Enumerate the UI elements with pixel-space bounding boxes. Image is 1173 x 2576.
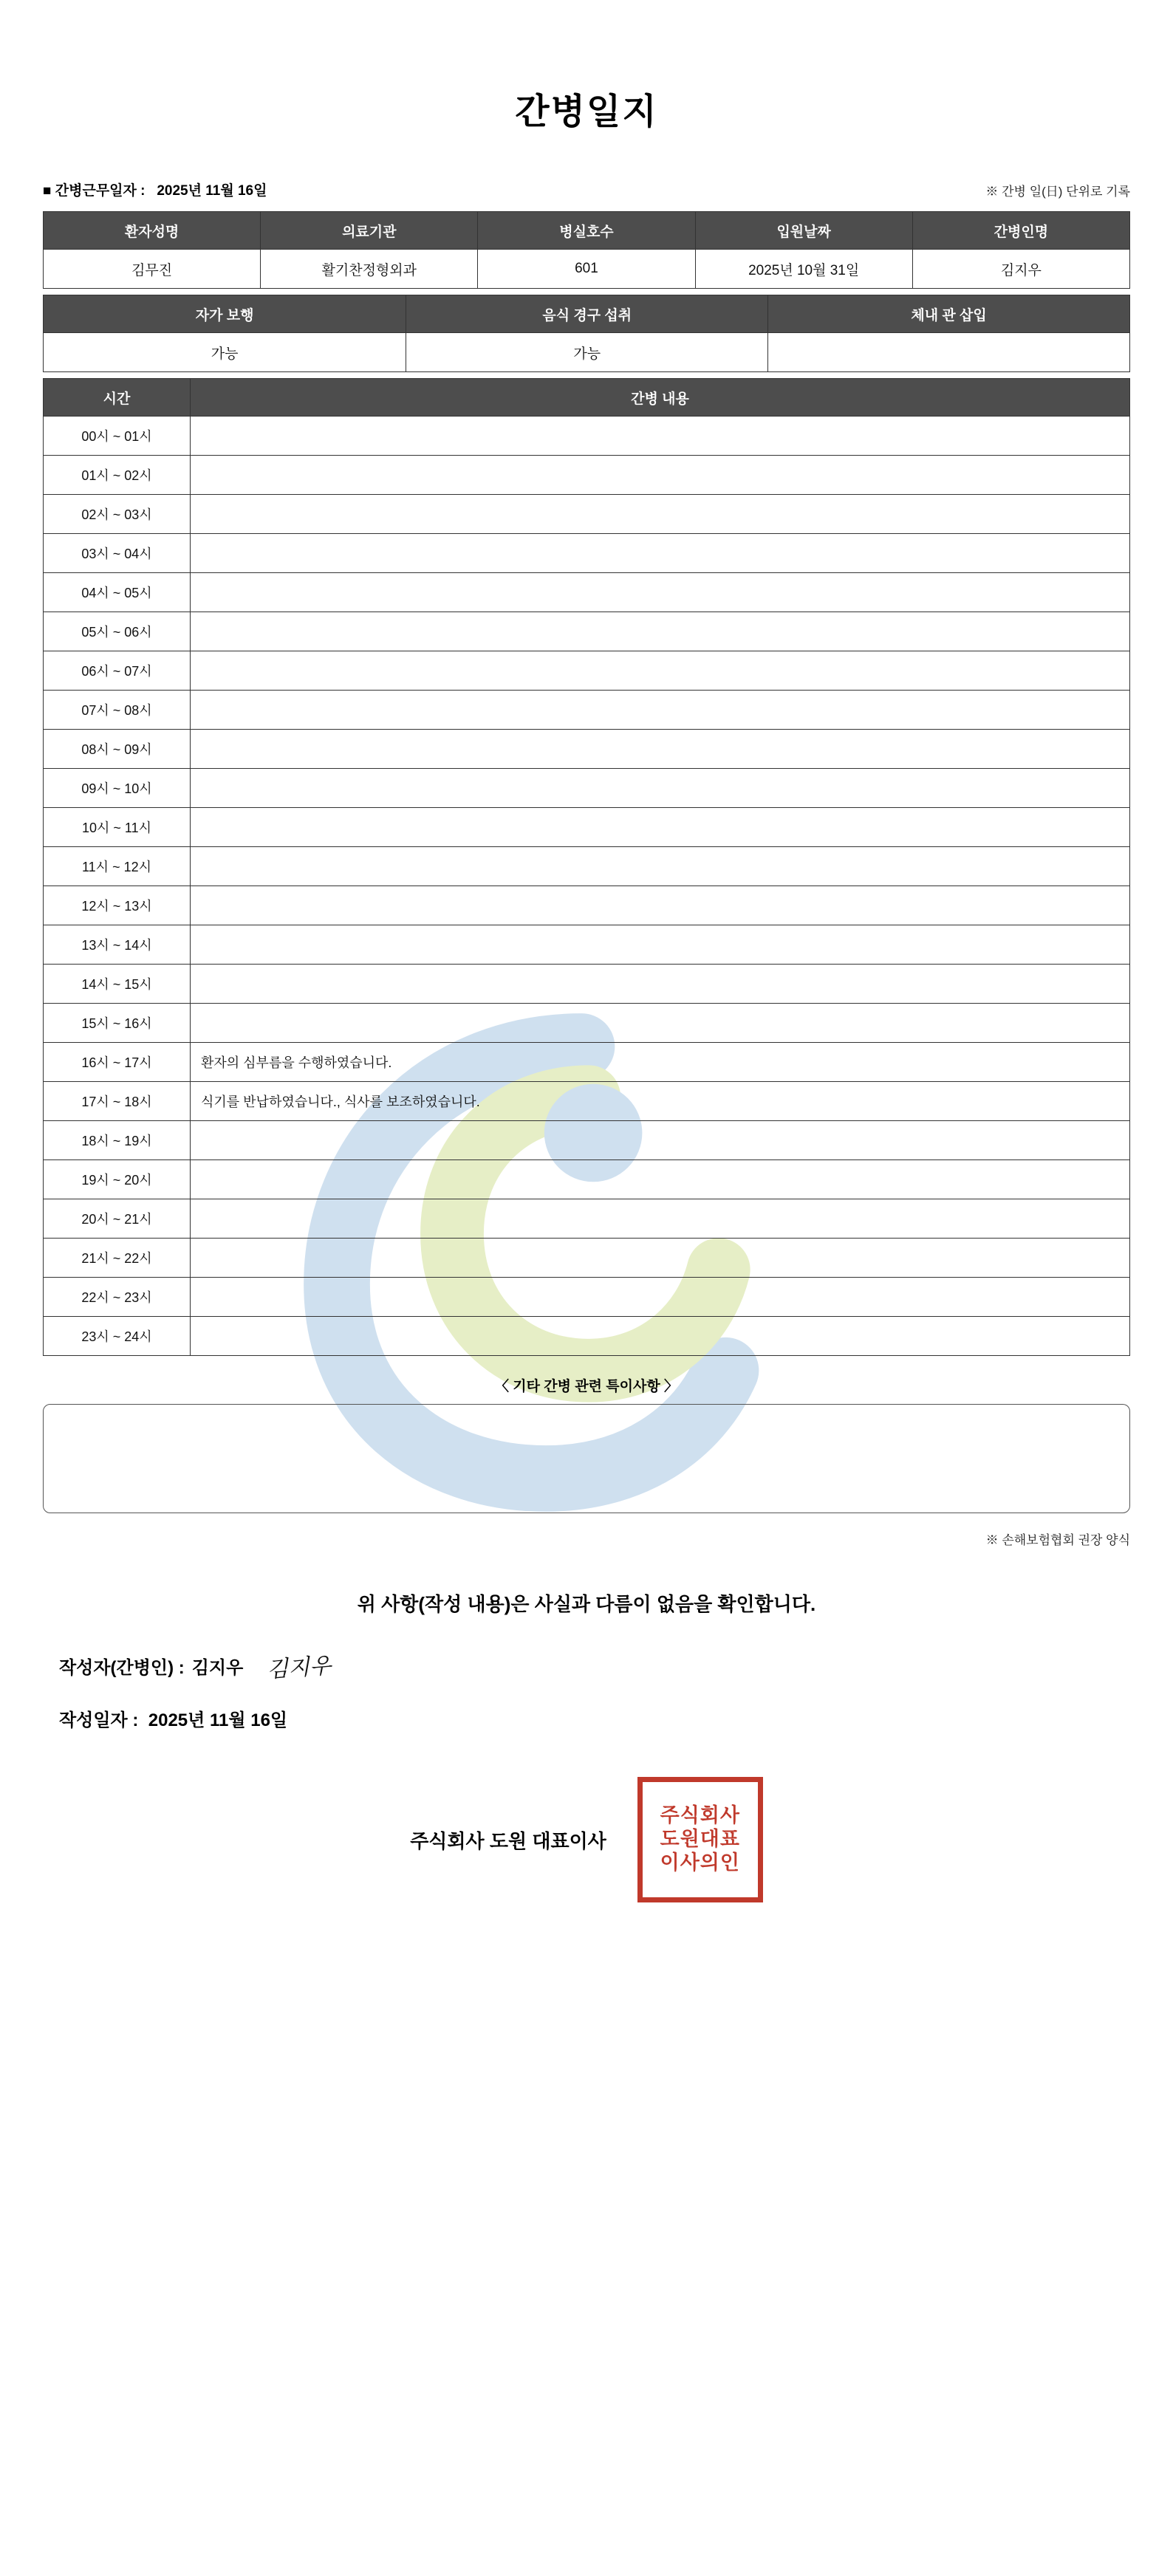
table-row bbox=[44, 886, 1130, 925]
table-row bbox=[44, 808, 1130, 847]
col-self-walking: 자가 보행 bbox=[44, 295, 406, 333]
stamp-line-2: 도원대표 bbox=[660, 1828, 740, 1851]
time-cell: 04시 ~ 05시 bbox=[44, 573, 191, 612]
note-cell[interactable] bbox=[191, 886, 1130, 925]
value-tube-insertion bbox=[768, 333, 1130, 372]
note-cell[interactable] bbox=[191, 1317, 1130, 1356]
table-row bbox=[44, 612, 1130, 651]
writer-name: 김지우 bbox=[191, 1657, 244, 1678]
note-cell[interactable] bbox=[191, 965, 1130, 1004]
time-cell: 23시 ~ 24시 bbox=[44, 1317, 191, 1356]
table-row bbox=[44, 456, 1130, 495]
time-cell: 00시 ~ 01시 bbox=[44, 417, 191, 456]
work-date bbox=[43, 179, 267, 199]
table-row bbox=[44, 250, 1130, 289]
note-cell[interactable] bbox=[191, 1278, 1130, 1317]
note-cell[interactable] bbox=[191, 573, 1130, 612]
table-row bbox=[44, 333, 1130, 372]
table-header-row bbox=[44, 295, 1130, 333]
note-cell[interactable] bbox=[191, 925, 1130, 965]
note-cell[interactable] bbox=[191, 691, 1130, 730]
col-care-content: 간병 내용 bbox=[191, 379, 1130, 417]
page-title: 간병일지 bbox=[515, 92, 658, 131]
value-admission-date: 2025년 10월 31일 bbox=[695, 250, 912, 289]
table-row bbox=[44, 534, 1130, 573]
time-cell: 17시 ~ 18시 bbox=[44, 1082, 191, 1121]
value-self-walking: 가능 bbox=[44, 333, 406, 372]
table-row bbox=[44, 495, 1130, 534]
writer-label: 작성자(간병인) : bbox=[59, 1657, 185, 1678]
value-hospital: 활기찬정형외과 bbox=[261, 250, 478, 289]
time-cell: 02시 ~ 03시 bbox=[44, 495, 191, 534]
note-cell[interactable]: 환자의 심부름을 수행하였습니다. bbox=[191, 1043, 1130, 1082]
col-time: 시간 bbox=[44, 379, 191, 417]
note-cell[interactable] bbox=[191, 495, 1130, 534]
table-row bbox=[44, 573, 1130, 612]
time-cell: 05시 ~ 06시 bbox=[44, 612, 191, 651]
table-row bbox=[44, 1160, 1130, 1199]
time-cell: 22시 ~ 23시 bbox=[44, 1278, 191, 1317]
table-row bbox=[44, 1317, 1130, 1356]
time-cell: 13시 ~ 14시 bbox=[44, 925, 191, 965]
table-row bbox=[44, 1278, 1130, 1317]
patient-info-table bbox=[43, 211, 1130, 289]
written-date-line bbox=[59, 1705, 1130, 1731]
time-cell: 15시 ~ 16시 bbox=[44, 1004, 191, 1043]
time-cell: 10시 ~ 11시 bbox=[44, 808, 191, 847]
footer-row bbox=[43, 1777, 1130, 1969]
table-row bbox=[44, 769, 1130, 808]
time-cell: 11시 ~ 12시 bbox=[44, 847, 191, 886]
table-row bbox=[44, 651, 1130, 691]
time-cell: 16시 ~ 17시 bbox=[44, 1043, 191, 1082]
note-cell[interactable] bbox=[191, 534, 1130, 573]
hourly-log-table bbox=[43, 378, 1130, 1356]
association-note: ※ 손해보험협회 권장 양식 bbox=[985, 1533, 1130, 1547]
note-cell[interactable] bbox=[191, 1160, 1130, 1199]
col-admission-date: 입원날짜 bbox=[695, 212, 912, 250]
note-cell[interactable] bbox=[191, 1121, 1130, 1160]
table-row bbox=[44, 730, 1130, 769]
note-cell[interactable] bbox=[191, 847, 1130, 886]
note-cell[interactable] bbox=[191, 1239, 1130, 1278]
written-date-label: 작성일자 : bbox=[59, 1710, 139, 1730]
work-date-value: 2025년 11월 16일 bbox=[157, 183, 267, 199]
stamp-line-1: 주식회사 bbox=[660, 1804, 740, 1827]
etc-label: 〈 기타 간병 관련 특이사항 〉 bbox=[495, 1379, 678, 1394]
table-row bbox=[44, 417, 1130, 456]
stamp-line-3: 이사의인 bbox=[660, 1851, 740, 1874]
etc-textarea[interactable] bbox=[43, 1404, 1130, 1513]
note-cell[interactable] bbox=[191, 612, 1130, 651]
written-date-value: 2025년 11월 16일 bbox=[148, 1710, 288, 1730]
condition-table bbox=[43, 295, 1130, 372]
value-room-number: 601 bbox=[478, 250, 695, 289]
time-cell: 09시 ~ 10시 bbox=[44, 769, 191, 808]
record-unit-note: ※ 간병 일(日) 단위로 기록 bbox=[985, 185, 1130, 199]
time-cell: 01시 ~ 02시 bbox=[44, 456, 191, 495]
table-row bbox=[44, 691, 1130, 730]
time-cell: 07시 ~ 08시 bbox=[44, 691, 191, 730]
value-caregiver-name: 김지우 bbox=[912, 250, 1129, 289]
note-cell[interactable] bbox=[191, 1004, 1130, 1043]
company-seal-stamp bbox=[637, 1777, 763, 1902]
time-cell: 20시 ~ 21시 bbox=[44, 1199, 191, 1239]
time-cell: 12시 ~ 13시 bbox=[44, 886, 191, 925]
table-row bbox=[44, 1239, 1130, 1278]
signature: 김지우 bbox=[266, 1653, 332, 1683]
table-row bbox=[44, 1043, 1130, 1082]
time-cell: 03시 ~ 04시 bbox=[44, 534, 191, 573]
work-date-label: ■ 간병근무일자 : bbox=[43, 183, 146, 199]
meta-row bbox=[43, 179, 1130, 199]
col-hospital: 의료기관 bbox=[261, 212, 478, 250]
note-cell[interactable] bbox=[191, 769, 1130, 808]
table-row bbox=[44, 1121, 1130, 1160]
col-oral-intake: 음식 경구 섭취 bbox=[406, 295, 768, 333]
company-name: 주식회사 도원 대표이사 bbox=[410, 1829, 606, 1852]
note-cell[interactable]: 식기를 반납하였습니다., 식사를 보조하였습니다. bbox=[191, 1082, 1130, 1121]
value-patient-name: 김무진 bbox=[44, 250, 261, 289]
note-cell[interactable] bbox=[191, 808, 1130, 847]
table-row bbox=[44, 925, 1130, 965]
col-patient-name: 환자성명 bbox=[44, 212, 261, 250]
time-cell: 21시 ~ 22시 bbox=[44, 1239, 191, 1278]
time-cell: 19시 ~ 20시 bbox=[44, 1160, 191, 1199]
note-cell[interactable] bbox=[191, 1199, 1130, 1239]
time-cell: 18시 ~ 19시 bbox=[44, 1121, 191, 1160]
time-cell: 08시 ~ 09시 bbox=[44, 730, 191, 769]
table-row bbox=[44, 1199, 1130, 1239]
table-header-row bbox=[44, 212, 1130, 250]
time-cell: 06시 ~ 07시 bbox=[44, 651, 191, 691]
confirmation-statement: 위 사항(작성 내용)은 사실과 다름이 없음을 확인합니다. bbox=[357, 1593, 816, 1615]
table-row bbox=[44, 965, 1130, 1004]
table-row bbox=[44, 847, 1130, 886]
note-cell[interactable] bbox=[191, 417, 1130, 456]
col-room-number: 병실호수 bbox=[478, 212, 695, 250]
value-oral-intake: 가능 bbox=[406, 333, 768, 372]
table-row bbox=[44, 1004, 1130, 1043]
note-cell[interactable] bbox=[191, 456, 1130, 495]
col-caregiver-name: 간병인명 bbox=[912, 212, 1129, 250]
table-header-row bbox=[44, 379, 1130, 417]
time-cell: 14시 ~ 15시 bbox=[44, 965, 191, 1004]
note-cell[interactable] bbox=[191, 651, 1130, 691]
col-tube-insertion: 체내 관 삽입 bbox=[768, 295, 1130, 333]
table-row bbox=[44, 1082, 1130, 1121]
note-cell[interactable] bbox=[191, 730, 1130, 769]
writer-line bbox=[59, 1649, 1130, 1682]
